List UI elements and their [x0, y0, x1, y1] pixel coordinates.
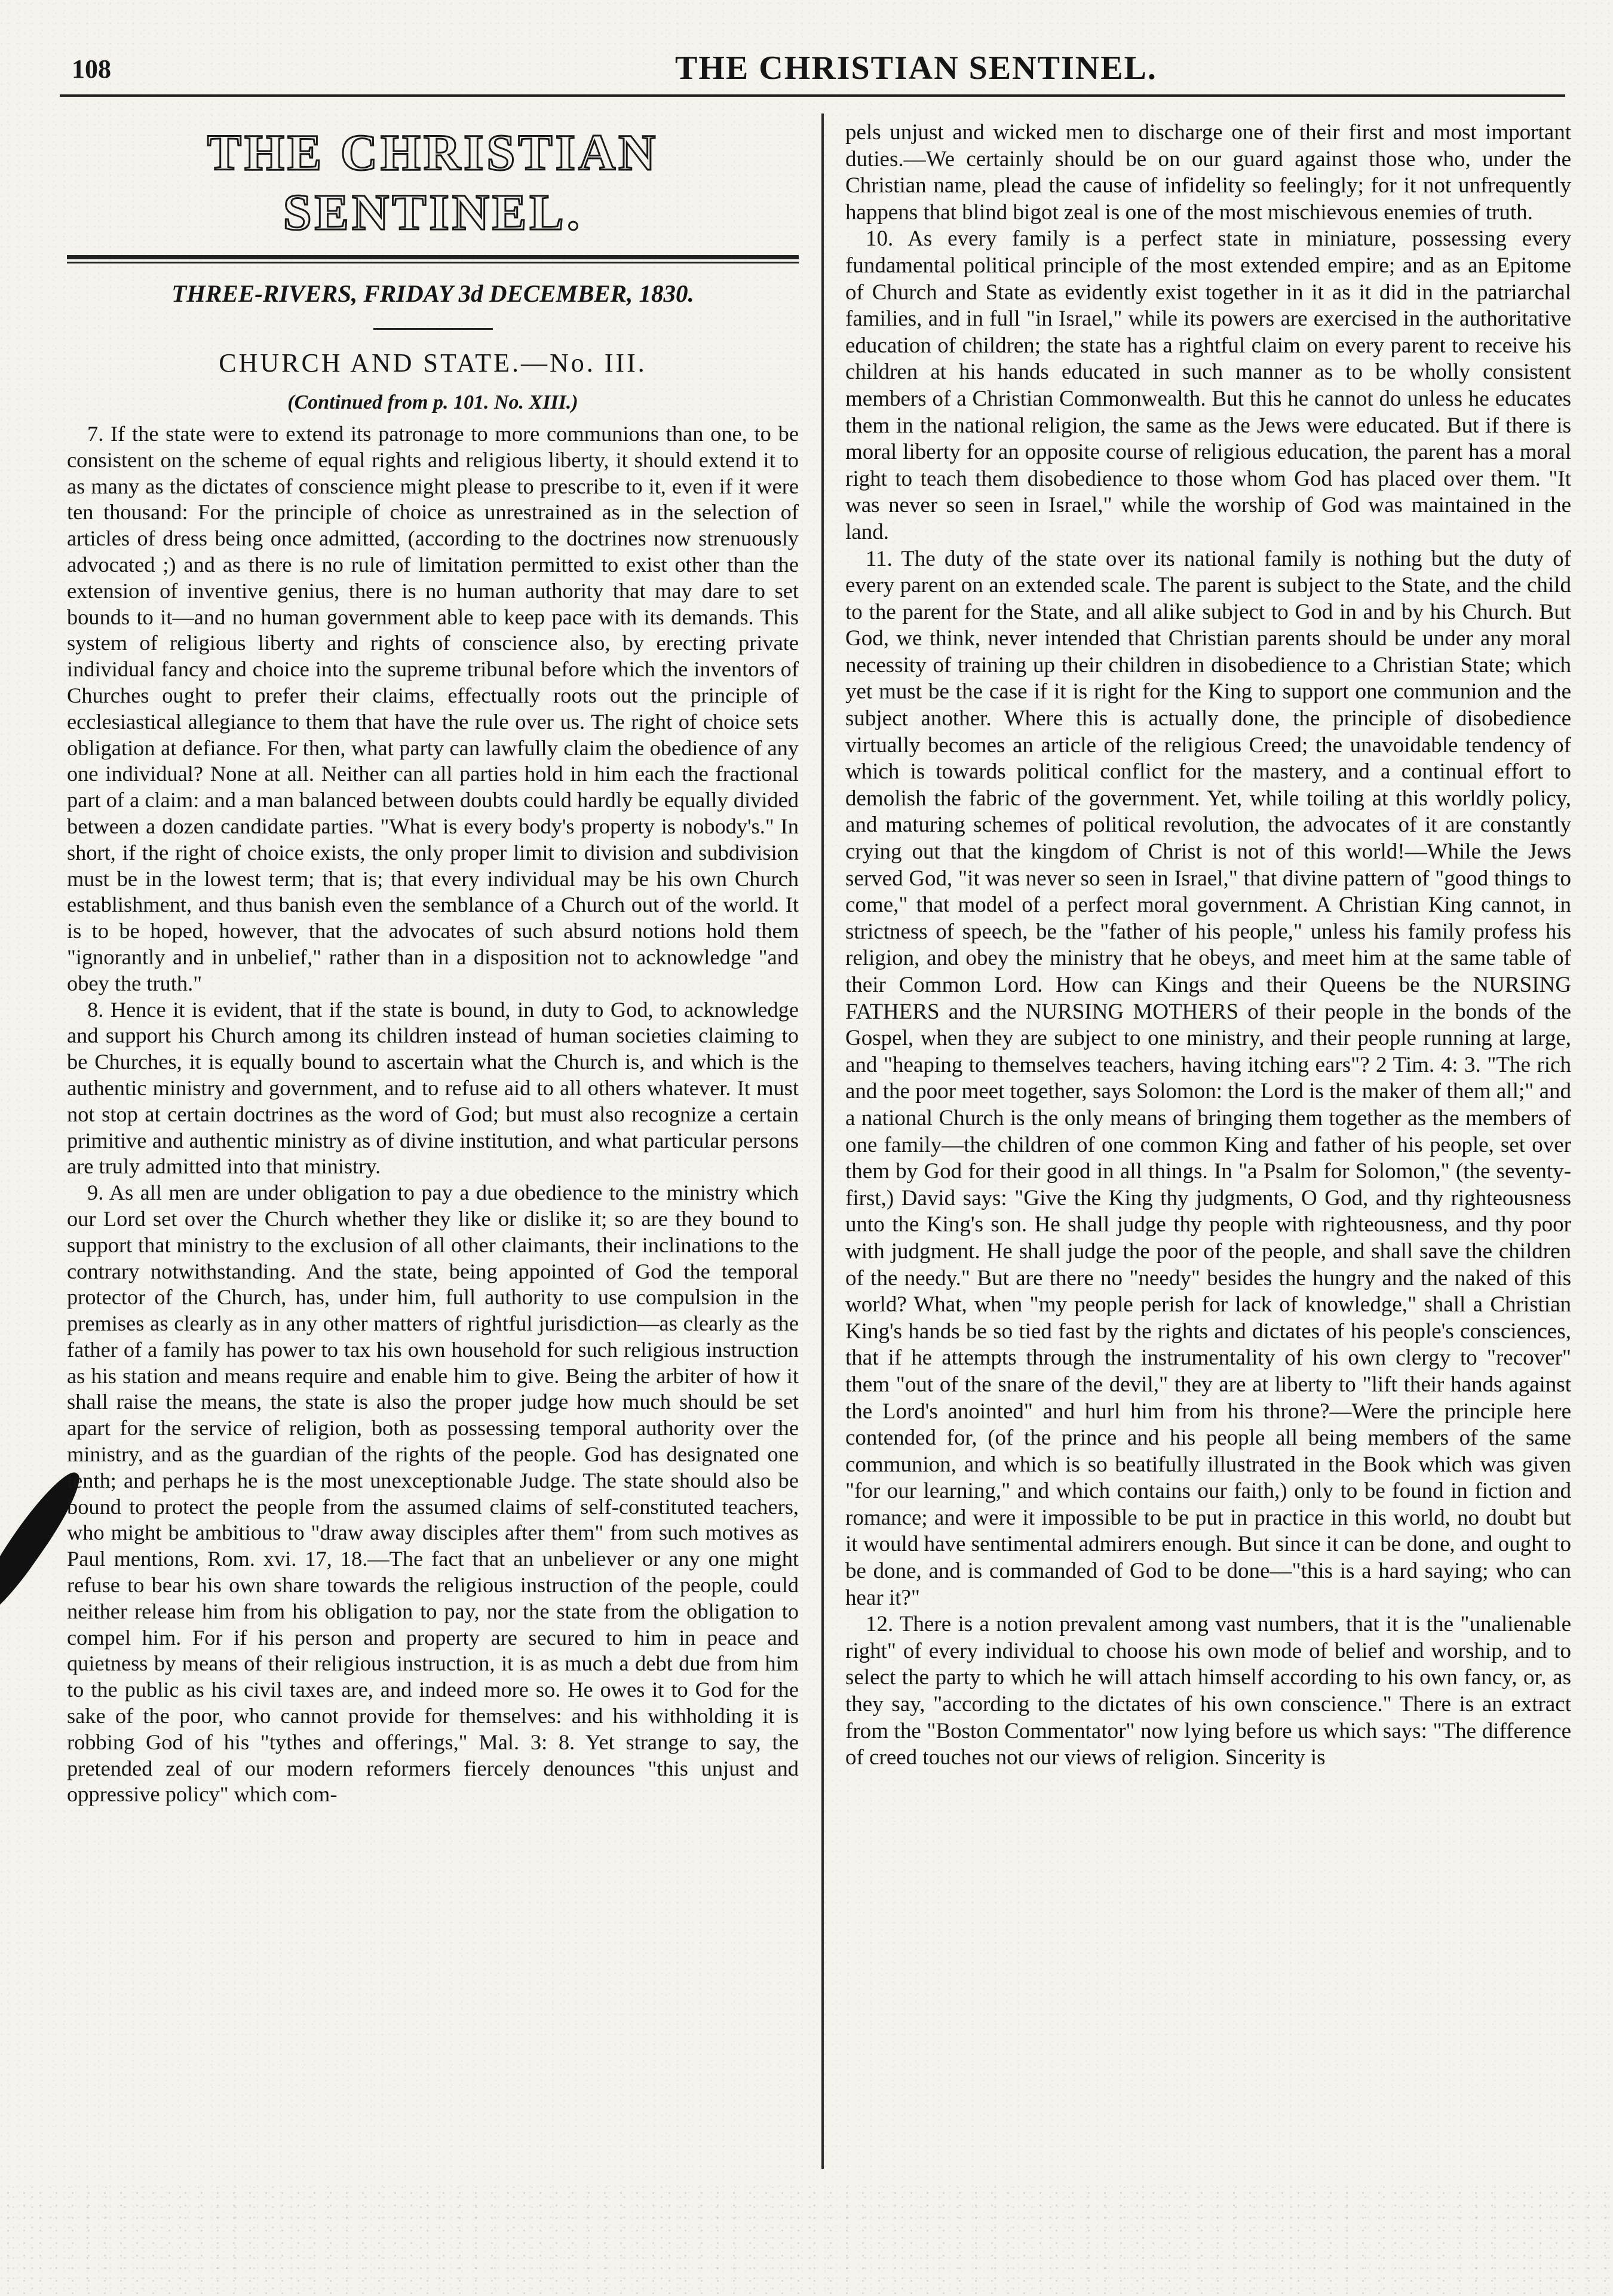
left-column: [67, 111, 799, 1808]
continued-note: (Continued from p. 101. No. XIII.): [287, 391, 578, 413]
masthead-rule-thick: [67, 255, 799, 259]
paragraph-10: 10. As every family is a perfect state in miniature, possessing every fundamental political principle of the most extended empire; and as an Epitome of Church and State as evidently exist together in it as it did in the patriarchal families, and in full "in Israel," while its powers are exercised in the authoritative education of children; the state has a rightful claim on every parent to receive his children at his hands educated in such manner as to be wholly consistent members of a Christian Commonwealth. But this he cannot do unless he educates them in the national religion, the same as the Jews were educated. But if there is moral liberty for an opposite course of religious education, the parent has a moral right to teach them disobedience to those whom God has placed over them. "It was never so seen in Israel," while the worship of God was maintained in the land.: [845, 226, 1571, 544]
paragraph-9: 9. As all men are under obligation to pay a due obedience to the ministry which our Lord set over the Church whether they like or dislike it; so are they bound to support that ministry to the exclusion of all other claimants, their inclinations to the contrary notwithstanding. And the state, being appointed of God the temporal protector of the Church, has, under him, full authority to use compulsion in the premises as clearly as in any other matters of rightful jurisdiction—as clearly as the father of a family has power to tax his own household for such religious instruction as his station and means require and enable him to give. Being the arbiter of how it shall raise the means, the state is also the proper judge how much should be set apart for the service of religion, both as possessing temporal authority over the ministry, and as the guardian of the rights of the people. God has designated one tenth; and perhaps he is the most unexceptionable Judge. The state should also be bound to protect the people from the assumed claims of self-constituted teachers, who might be ambitious to "draw away disciples after them" from such motives as Paul mentions, Rom. xvi. 17, 18.—The fact that an unbeliever or any one might refuse to bear his own share towards the religious instruction of the people, could neither release him from his obligation to pay, nor the state from the obligation to compel him. For if his person and property are secured to him in peace and quietness by means of their religious instruction, it is as much a debt due from him to the public as his civil taxes are, and indeed more so. He owes it to God for the sake of the poor, who cannot provide for themselves: and his withholding it is robbing God of his "tythes and offerings," Mal. 3: 8. Yet strange to say, the pretended zeal of our modern reformers fiercely denounces "this unjust and oppressive policy" which com-: [67, 1181, 799, 1807]
page-header: [48, 36, 1565, 90]
masthead-rule-thin: [67, 262, 799, 263]
scan-noise: [0, 2187, 1613, 2296]
running-title: THE CHRISTIAN SENTINEL.: [675, 50, 1157, 87]
title-rule: [373, 328, 493, 330]
right-column: [845, 119, 1571, 1771]
paragraph-12: 12. There is a notion prevalent among vast numbers, that it is the "unalienable right" of every individual to choose his own mode of belief and worship, and to select the party to which he will attach himself according to his own fancy, or, as they say, "according to the dictates of his own conscience." There is an extract from the "Boston Commentator" now lying before us which says: "The difference of creed touches not our views of religion. Sincerity is: [845, 1612, 1571, 1770]
paragraph-11: 11. The duty of the state over its national family is nothing but the duty of every parent on an extended scale. The parent is subject to the State, and the child to the parent for the State, and all alike subject to God in and by his Church. But God, we think, never intended that Christian parents should be under any moral necessity of training up their children in disobedience to a Christian State; which yet must be the case if it is right for the King to support one communion and the subject another. Where this is actually done, the principle of disobedience virtually becomes an article of the religious Creed; the unavoidable tendency of which is towards political conflict for the mastery, and a continual effort to demolish the fabric of the government. Yet, while toiling at this worldly policy, and maturing schemes of political revolution, the advocates of it are constantly crying out that the kingdom of Christ is not of this world!—While the Jews served God, "it was never so seen in Israel," that divine pattern of "good things to come," that model of a perfect moral government. A Christian King cannot, in strictness of speech, be the "father of his people," unless his family profess his religion, and obey the ministry that he obeys, and meet him at the same table of their Common Lord. How can Kings and their Queens be the NURSING FATHERS and the NURSING MOTHERS of their people in the bonds of the Gospel, when they are subject to one ministry, and their people running at large, and "heaping to themselves teachers, having itching ears"? 2 Tim. 4: 3. "The rich and the poor meet together, says Solomon: the Lord is the maker of them all;" and a national Church is the only means of bringing them together as the members of one family—the children of one common King and father of his people, set over them by God for their good in all things. In "a Psalm for Solomon," (the seventy-first,) David says: "Give the King thy judgments, O God, and thy righteousness unto the King's son. He shall judge thy people with righteousness, and thy poor with judgment. He shall judge the poor of the people, and shall save the children of the needy." But are there no "needy" besides the hungry and the naked of this world? What, when "my people perish for lack of knowledge," shall a Christian King's hands be so tied fast by the rights and dictates of his people's consciences, that if he attempts through the instrumentality of his own clergy to "recover" them "out of the snare of the devil," they are at liberty to "lift their hands against the Lord's anointed" and hurl him from his throne?—Were the principle here contended for, (of the prince and his people all being members of the same communion, and which is so beatifully illustrated in the Book which was given "for our learning," and which contains our faith,) only to be found in fiction and romance; and were it impossible to be put in practice in this world, no doubt but it would have sentimental admirers enough. But since it can be done, and ought to be done, and is commanded of God to be done—"this is a hard saying; who can hear it?": [845, 546, 1571, 1610]
paragraph-8: 8. Hence it is evident, that if the state is bound, in duty to God, to acknowledge and support his Church among its children instead of human societies claiming to be Churches, it is equally bound to ascertain what the Church is, and which is the authentic ministry and government, and to refuse aid to all others whatever. It must not stop at certain doctrines as the word of God; but must also recognize a certain primitive and authentic ministry as of divine institution, and what particular persons are truly admitted into that ministry.: [67, 997, 799, 1179]
header-rule: [60, 94, 1565, 97]
dateline: THREE-RIVERS, FRIDAY 3d DECEMBER, 1830.: [171, 280, 694, 307]
paragraph-7: 7. If the state were to extend its patronage to more communions than one, to be consistent on the scheme of equal rights and religious liberty, it should extend it to as many as the dictates of conscience might please to prescribe to it, even if it were ten thousand: For the principle of choice as unrestrained as in the selection of articles of dress being once admitted, (according to the doctrines now strenuously advocated ;) and as there is no rule of limitation permitted to exist other than the extension of inventive genius, there is no human authority that may dare to set bounds to it—and no human government able to keep pace with its demands. This system of religious liberty and rights of conscience also, by erecting private individual fancy and choice into the supreme tribunal before which the inventors of Churches ought to prefer their claims, effectually roots out the principle of ecclesiastical allegiance to them that have the rule over us. The right of choice sets obligation at defiance. For then, what party can lawfully claim the obedience of any one individual? None at all. Neither can all parties hold in him each the fractional part of a claim: and a man balanced between doubts could hardly be equally divided between a dozen candidate parties. "What is every body's property is nobody's." In short, if the right of choice exists, the only proper limit to division and subdivision must be in the lowest term; that is; that every individual may be his own Church establishment, and thus banish even the semblance of a Church out of the world. It is to be hoped, however, that the advocates of such absurd notions hold them "ignorantly and in unbelief," rather than in a disposition not to acknowledge "and obey the truth.": [67, 422, 799, 995]
masthead: THE CHRISTIAN SENTINEL.: [207, 124, 659, 241]
column-divider: [821, 114, 824, 2169]
paragraph-9-continued: pels unjust and wicked men to discharge one of their first and most important duties.—We certainly should be on our guard against those who, under the Christian name, plead the cause of infidelity so feelingly; for it not unfrequently happens that blind bigot zeal is one of the most mischievous enemies of truth.: [845, 120, 1571, 225]
page-number: 108: [72, 54, 111, 84]
article-title: CHURCH AND STATE.—No. III.: [219, 348, 647, 378]
